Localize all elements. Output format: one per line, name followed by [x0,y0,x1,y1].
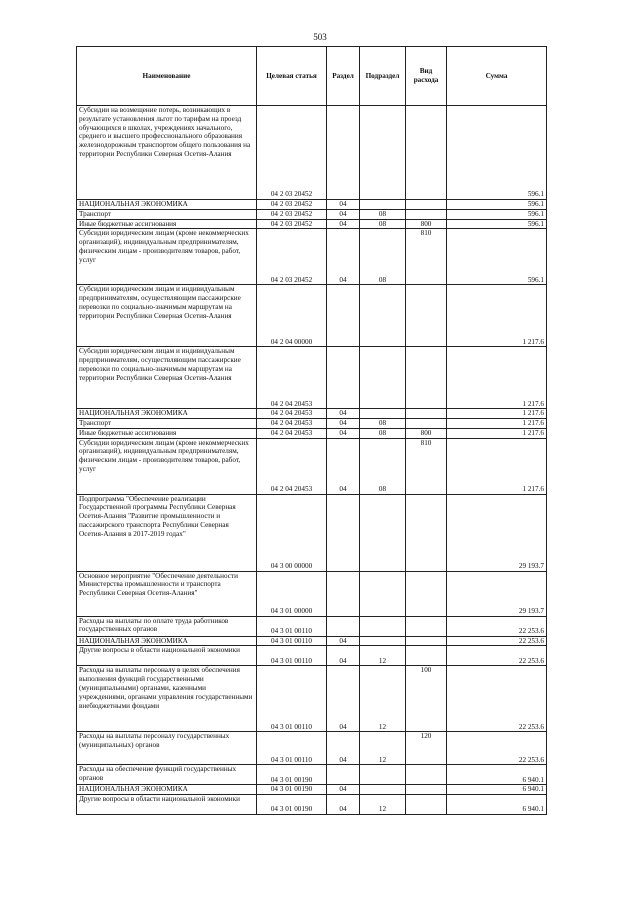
cell-name: Субсидии на возмещение потерь, возникающих в результате установления льгот по тарифам на проезд обучающихся в школах, учреждениях начального, среднего и высшего профессионального образования железнодорожным транспортом общего пользования на территории Республики Северная Осетия-Алания [77,106,257,200]
cell-name: Иные бюджетные ассигнования [77,219,257,229]
cell-section: 04 [327,785,360,795]
cell-article: 04 3 01 00110 [257,646,327,666]
cell-section: 04 [327,200,360,210]
table-row [77,571,547,616]
cell-name: НАЦИОНАЛЬНАЯ ЭКОНОМИКА [77,409,257,419]
cell-article: 04 2 04 20453 [257,428,327,438]
cell-kind [406,347,447,409]
cell-name: НАЦИОНАЛЬНАЯ ЭКОНОМИКА [77,785,257,795]
cell-amount: 596.1 [447,106,547,200]
cell-article: 04 3 01 00190 [257,785,327,795]
cell-name: Подпрограмма "Обеспечение реализации Государственной программы Республики Северная Осетия-Алания "Развитие промышленности и пассажирского транспорта Республики Северная Осетия-Алания в 2017-2019 годах" [77,494,257,571]
cell-subsection: 12 [360,646,406,666]
cell-name: Расходы на выплаты по оплате труда работников государственных органов [77,616,257,636]
cell-article: 04 3 01 00110 [257,636,327,646]
cell-amount: 1 217.6 [447,438,547,494]
cell-kind [406,636,447,646]
cell-kind [406,616,447,636]
cell-section [327,616,360,636]
cell-section: 04 [327,229,360,285]
header-name: Наименование [77,47,257,106]
cell-article: 04 3 01 00000 [257,571,327,616]
cell-kind [406,209,447,219]
cell-kind [406,646,447,666]
cell-amount: 22 253.6 [447,646,547,666]
cell-amount: 596.1 [447,219,547,229]
table-row [77,636,547,646]
table-row [77,765,547,785]
cell-article: 04 2 04 20453 [257,419,327,429]
cell-name: Субсидии юридическим лицам и индивидуальным предпринимателям, осуществляющим пассажирские перевозки по социально-значимым маршрутам на территории Республики Северная Осетия-Алания [77,285,257,347]
table-row [77,219,547,229]
cell-section [327,765,360,785]
cell-amount: 1 217.6 [447,419,547,429]
cell-amount: 596.1 [447,229,547,285]
cell-section [327,571,360,616]
cell-article: 04 2 04 20453 [257,409,327,419]
cell-subsection [360,765,406,785]
cell-name: НАЦИОНАЛЬНАЯ ЭКОНОМИКА [77,200,257,210]
cell-kind: 120 [406,732,447,765]
cell-subsection: 08 [360,428,406,438]
cell-subsection [360,347,406,409]
cell-subsection [360,785,406,795]
cell-kind [406,419,447,429]
cell-subsection [360,494,406,571]
table-row [77,646,547,666]
cell-subsection [360,200,406,210]
cell-section: 04 [327,428,360,438]
cell-amount: 22 253.6 [447,636,547,646]
cell-name: Другие вопросы в области национальной экономики [77,795,257,815]
cell-subsection: 08 [360,219,406,229]
cell-kind: 100 [406,666,447,732]
cell-subsection [360,106,406,200]
cell-kind: 810 [406,438,447,494]
cell-kind [406,409,447,419]
table-row [77,494,547,571]
cell-name: Субсидии юридическим лицам и индивидуальным предпринимателям, осуществляющим пассажирские перевозки по социально-значимым маршрутам на территории Республики Северная Осетия-Алания [77,347,257,409]
cell-subsection [360,636,406,646]
cell-article: 04 2 04 20453 [257,347,327,409]
table-row [77,285,547,347]
cell-kind [406,785,447,795]
cell-subsection: 08 [360,229,406,285]
cell-section: 04 [327,646,360,666]
header-subsection: Подраздел [360,47,406,106]
cell-subsection [360,571,406,616]
cell-kind [406,200,447,210]
cell-amount: 29 193.7 [447,494,547,571]
table-row [77,785,547,795]
header-section: Раздел [327,47,360,106]
cell-name: Другие вопросы в области национальной экономики [77,646,257,666]
cell-article: 04 3 01 00190 [257,795,327,815]
cell-kind: 810 [406,229,447,285]
cell-article: 04 2 03 20452 [257,219,327,229]
cell-article: 04 3 01 00110 [257,666,327,732]
cell-section [327,494,360,571]
cell-article: 04 3 01 00190 [257,765,327,785]
cell-amount: 1 217.6 [447,347,547,409]
cell-section [327,106,360,200]
cell-kind [406,106,447,200]
cell-amount: 22 253.6 [447,616,547,636]
cell-section: 04 [327,419,360,429]
cell-amount: 596.1 [447,200,547,210]
cell-amount: 1 217.6 [447,409,547,419]
cell-section: 04 [327,636,360,646]
header-amount: Сумма [447,47,547,106]
cell-name: Субсидии юридическим лицам (кроме некоммерческих организаций), индивидуальным предпринимателям, физическим лицам - производителям товаров, работ, услуг [77,438,257,494]
cell-kind: 800 [406,219,447,229]
cell-kind [406,795,447,815]
cell-name: Транспорт [77,209,257,219]
cell-subsection: 12 [360,732,406,765]
cell-article: 04 2 04 00000 [257,285,327,347]
cell-amount: 596.1 [447,209,547,219]
table-header-row [77,47,547,106]
cell-subsection [360,285,406,347]
table-row [77,106,547,200]
cell-article: 04 3 01 00110 [257,732,327,765]
budget-table [76,46,547,815]
table-row [77,229,547,285]
cell-name: НАЦИОНАЛЬНАЯ ЭКОНОМИКА [77,636,257,646]
cell-section: 04 [327,219,360,229]
cell-amount: 6 940.1 [447,795,547,815]
cell-kind [406,494,447,571]
table-row [77,209,547,219]
cell-article: 04 2 03 20452 [257,209,327,219]
table-row [77,419,547,429]
table-row [77,409,547,419]
cell-amount: 22 253.6 [447,666,547,732]
page-number: 503 [313,32,327,42]
header-article: Целевая статья [257,47,327,106]
cell-kind: 800 [406,428,447,438]
table-row [77,666,547,732]
table-row [77,732,547,765]
cell-amount: 6 940.1 [447,765,547,785]
cell-section: 04 [327,732,360,765]
cell-section: 04 [327,795,360,815]
cell-amount: 29 193.7 [447,571,547,616]
cell-subsection: 08 [360,438,406,494]
cell-section: 04 [327,666,360,732]
cell-kind [406,765,447,785]
cell-article: 04 2 03 20452 [257,106,327,200]
cell-name: Транспорт [77,419,257,429]
cell-article: 04 3 01 00110 [257,616,327,636]
cell-name: Расходы на выплаты персоналу государственных (муниципальных) органов [77,732,257,765]
cell-name: Иные бюджетные ассигнования [77,428,257,438]
cell-subsection: 08 [360,419,406,429]
table-row [77,347,547,409]
table-row [77,616,547,636]
cell-subsection [360,409,406,419]
cell-subsection [360,616,406,636]
cell-subsection: 08 [360,209,406,219]
cell-section: 04 [327,209,360,219]
cell-name: Расходы на выплаты персоналу в целях обеспечения выполнения функций государственными (муниципальными) органами, казенными учреждениями, органами управления государственными внебюджетными фондами [77,666,257,732]
cell-article: 04 2 04 20453 [257,438,327,494]
cell-article: 04 3 00 00000 [257,494,327,571]
cell-section: 04 [327,438,360,494]
table-row [77,428,547,438]
cell-name: Основное мероприятие "Обеспечение деятельности Министерства промышленности и транспорта Республики Северная Осетия-Алания" [77,571,257,616]
cell-article: 04 2 03 20452 [257,229,327,285]
cell-amount: 6 940.1 [447,785,547,795]
cell-name: Субсидии юридическим лицам (кроме некоммерческих организаций), индивидуальным предпринимателям, физическим лицам - производителям товаров, работ, услуг [77,229,257,285]
cell-amount: 1 217.6 [447,285,547,347]
table-row [77,438,547,494]
cell-section: 04 [327,409,360,419]
cell-amount: 22 253.6 [447,732,547,765]
cell-section [327,285,360,347]
table-row [77,795,547,815]
cell-article: 04 2 03 20452 [257,200,327,210]
cell-amount: 1 217.6 [447,428,547,438]
cell-section [327,347,360,409]
cell-kind [406,571,447,616]
cell-subsection: 12 [360,666,406,732]
table-row [77,200,547,210]
header-expense-type: Вид расхода [406,47,447,106]
cell-name: Расходы на обеспечение функций государственных органов [77,765,257,785]
cell-kind [406,285,447,347]
cell-subsection: 12 [360,795,406,815]
